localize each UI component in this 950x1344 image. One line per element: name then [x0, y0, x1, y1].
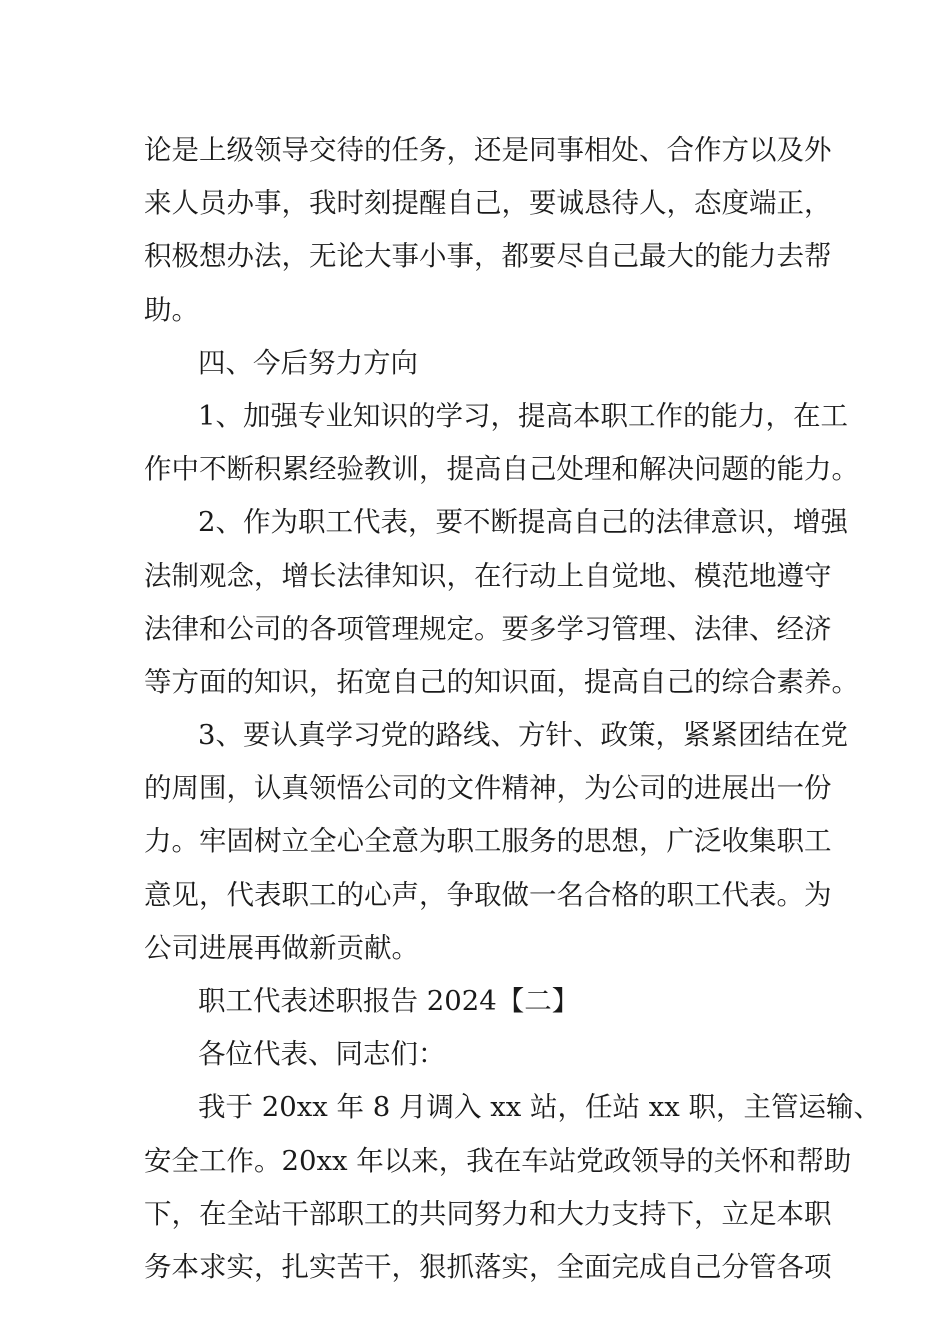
text-line: 2、作为职工代表，要不断提高自己的法律意识，增强	[198, 506, 848, 539]
text-line: 我于 20xx 年 8 月调入 xx 站，任站 xx 职，主管运输、	[198, 1091, 881, 1124]
text-line: 助。	[144, 293, 199, 326]
text-line: 四、今后努力方向	[198, 346, 418, 379]
text-line: 的周围，认真领悟公司的文件精神，为公司的进展出一份	[144, 772, 832, 805]
text-line: 论是上级领导交待的任务，还是同事相处、合作方以及外	[144, 134, 832, 166]
text-line: 1、加强专业知识的学习，提高本职工作的能力，在工	[198, 399, 848, 432]
text-line: 法制观念，增长法律知识，在行动上自觉地、模范地遵守	[144, 559, 832, 592]
text-line: 安全工作。20xx 年以来，我在车站党政领导的关怀和帮助	[144, 1144, 852, 1177]
text-line: 各位代表、同志们：	[198, 1038, 446, 1071]
text-line: 务本求实，扎实苦干，狠抓落实，全面完成自己分管各项	[144, 1250, 832, 1283]
text-line: 3、要认真学习党的路线、方针、政策，紧紧团结在党	[198, 719, 848, 752]
text-line: 职工代表述职报告 2024【二】	[198, 985, 580, 1017]
text-line: 来人员办事，我时刻提醒自己，要诚恳待人，态度端正，	[144, 187, 832, 220]
text-line: 力。牢固树立全心全意为职工服务的思想，广泛收集职工	[144, 825, 832, 858]
document-body	[144, 124, 881, 1294]
text-line: 积极想办法，无论大事小事，都要尽自己最大的能力去帮	[144, 240, 832, 273]
text-line: 下，在全站干部职工的共同努力和大力支持下，立足本职	[144, 1197, 832, 1230]
text-line: 作中不断积累经验教训，提高自己处理和解决问题的能力。	[144, 453, 859, 486]
text-line: 法律和公司的各项管理规定。要多学习管理、法律、经济	[144, 612, 832, 645]
text-line: 等方面的知识，拓宽自己的知识面，提高自己的综合素养。	[144, 665, 859, 698]
text-line: 公司进展再做新贡献。	[144, 931, 419, 964]
text-line: 意见，代表职工的心声，争取做一名合格的职工代表。为	[144, 878, 832, 911]
